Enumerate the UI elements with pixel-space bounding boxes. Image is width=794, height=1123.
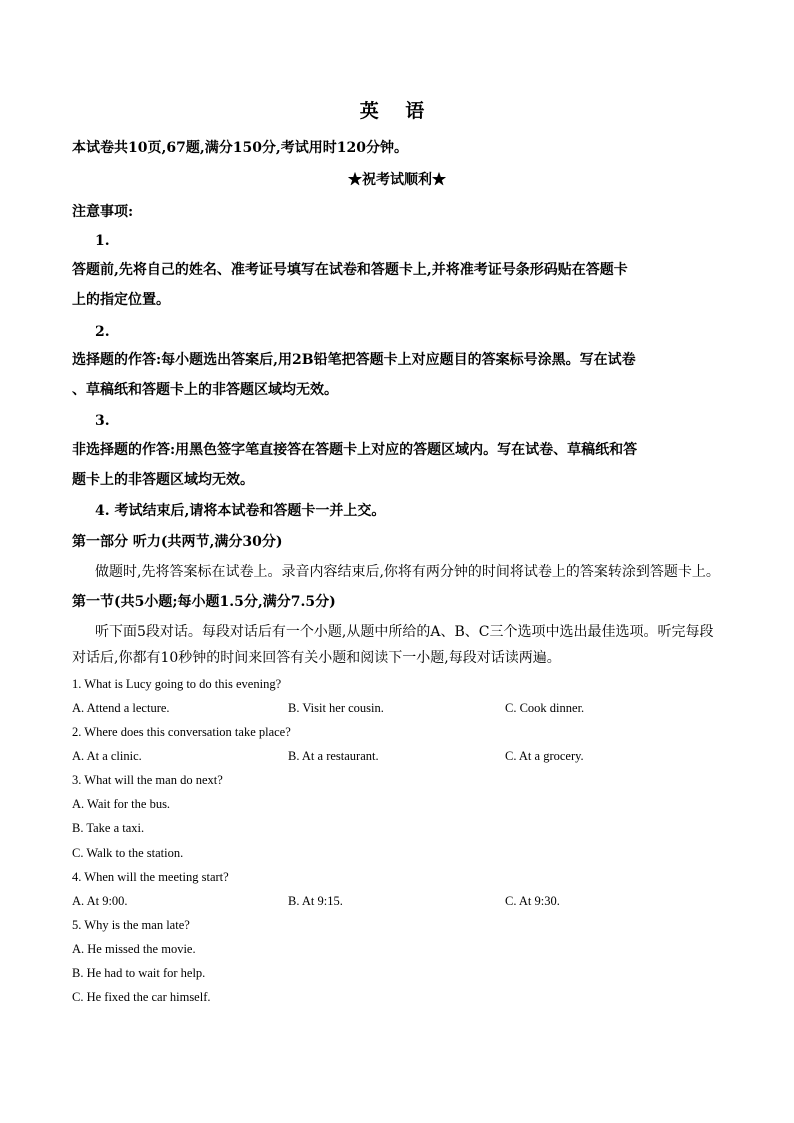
notice-item-text: 、草稿纸和答题卡上的非答题区域均无效。 [72, 382, 338, 398]
option-b: B. Visit her cousin. [288, 701, 384, 715]
notice-item-text: 选择题的作答:每小题选出答案后,用2B铅笔把答题卡上对应题目的答案标号涂黑。写在试卷 [72, 352, 636, 368]
notice-item-number: 1. [95, 233, 110, 249]
section1-instruction: 对话后,你都有10秒钟的时间来回答有关小题和阅读下一小题,每段对话读两遍。 [72, 650, 561, 666]
page-title: 英 语 [359, 100, 435, 122]
question-text: 2. Where does this conversation take place? [72, 725, 291, 739]
exam-intro: 本试卷共10页,67题,满分150分,考试用时120分钟。 [72, 140, 409, 156]
section1-heading: 第一节(共5小题;每小题1.5分,满分7.5分) [72, 594, 336, 610]
option-a: A. Attend a lecture. [72, 701, 170, 715]
question-text: 3. What will the man do next? [72, 773, 223, 787]
option-c: C. He fixed the car himself. [72, 990, 211, 1004]
notice-item-text: 题卡上的非答题区域均无效。 [72, 472, 254, 488]
question-text: 1. What is Lucy going to do this evening? [72, 677, 282, 691]
notice-item-number: 3. [95, 413, 110, 429]
part1-instruction: 做题时,先将答案标在试卷上。录音内容结束后,你将有两分钟的时间将试卷上的答案转涂到答题卡上。 [95, 564, 720, 580]
option-b: B. He had to wait for help. [72, 966, 206, 980]
option-c: C. At 9:30. [505, 894, 560, 908]
notice-item-text: 非选择题的作答:用黑色签字笔直接答在答题卡上对应的答题区域内。写在试卷、草稿纸和答 [72, 442, 638, 458]
option-a: A. He missed the movie. [72, 942, 196, 956]
option-row [72, 892, 672, 910]
question-text: 4. When will the meeting start? [72, 870, 229, 884]
notice-item-text: 上的指定位置。 [72, 292, 170, 308]
good-luck-wish: ★祝考试顺利★ [348, 172, 446, 188]
question-text: 5. Why is the man late? [72, 918, 190, 932]
option-b: B. At 9:15. [288, 894, 343, 908]
option-b: B. At a restaurant. [288, 749, 379, 763]
option-a: A. Wait for the bus. [72, 797, 171, 811]
notice-item-4: 4. 考试结束后,请将本试卷和答题卡一并上交。 [95, 503, 386, 519]
option-c: C. Walk to the station. [72, 846, 184, 860]
option-row [72, 747, 672, 765]
notice-heading: 注意事项: [72, 204, 134, 220]
option-a: A. At a clinic. [72, 749, 142, 763]
part1-heading: 第一部分 听力(共两节,满分30分) [72, 534, 283, 550]
option-c: C. At a grocery. [505, 749, 584, 763]
option-row [72, 699, 672, 717]
notice-item-number: 2. [95, 324, 110, 340]
section1-instruction: 听下面5段对话。每段对话后有一个小题,从题中所给的A、B、C三个选项中选出最佳选项。听完每段 [95, 624, 714, 640]
option-a: A. At 9:00. [72, 894, 128, 908]
option-c: C. Cook dinner. [505, 701, 585, 715]
option-b: B. Take a taxi. [72, 821, 145, 835]
notice-item-text: 答题前,先将自己的姓名、准考证号填写在试卷和答题卡上,并将准考证号条形码贴在答题卡 [72, 262, 628, 278]
